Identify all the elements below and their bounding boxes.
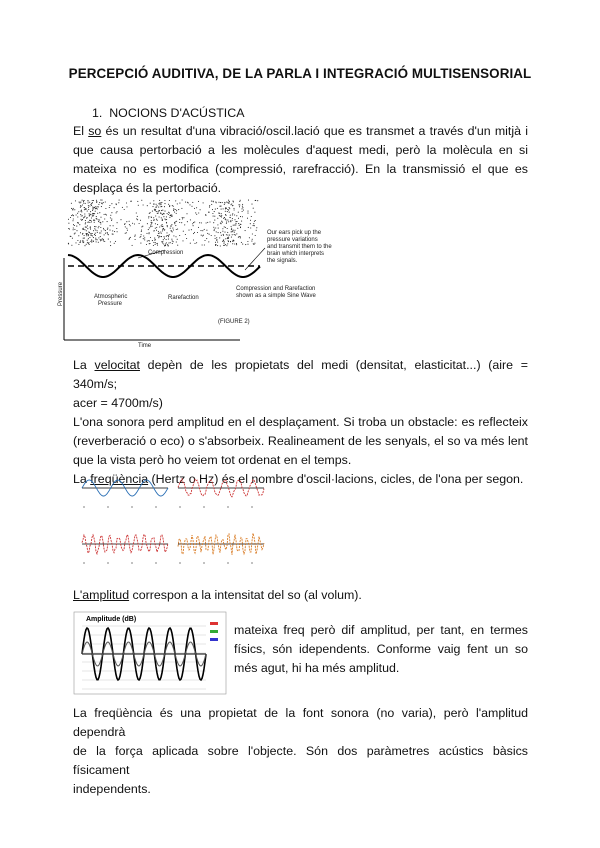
paragraph-velocity: La velocitat depèn de les propietats del medi (densitat, elasticitat...) (aire = 340m/s; acer = 4700m/s) L'ona sonora perd amplitud en el desplaçament. Si troba un obstacle: es reflecteix (reverberació o eco) o s'absorbeix. Realineament de les senyals, el so va més lent que la vista però ho veiem tot ordenat en el temps. La freqüència (Hertz o Hz) és el nombre d'oscil·lacions, cicles, de l'ona per segon. [73, 358, 528, 486]
note-line1: Our ears pick up the [267, 230, 322, 236]
figure-label: (FIGURE 2) [218, 319, 250, 325]
air-molecules-dots [68, 199, 258, 246]
sine-label-2: shown as a simple Sine Wave [236, 293, 316, 299]
section-number: 1. [92, 106, 103, 120]
note-line3: and transmit them to the [267, 244, 332, 250]
frequency-waves-figure [80, 468, 270, 580]
label-compression: Compression [148, 250, 184, 256]
label-atmospheric: Atmospheric [94, 294, 128, 300]
term-frequencia: freqüència [90, 472, 149, 486]
time-label: Time [138, 343, 152, 349]
amplitude-title: Amplitude (dB) [86, 616, 137, 623]
term-velocitat: velocitat [94, 358, 140, 372]
note-line5: the signals. [267, 258, 298, 264]
wave-panels [82, 479, 264, 564]
sine-label-1: Compression and Rarefaction [236, 286, 316, 292]
label-rarefaction: Rarefaction [168, 295, 199, 301]
note-line4: brain which interprets [267, 251, 325, 257]
section-title: NOCIONS D'ACÚSTICA [109, 106, 245, 120]
pressure-axis-label: Pressure [58, 281, 64, 306]
term-so: so [88, 124, 102, 138]
note-line2: pressure variations [267, 237, 318, 243]
amplitude-figure [74, 612, 226, 694]
paragraph-sound: El so és un resultat d'una vibració/oscil.lació que es transmet a través d'un mitjà i que causa pertorbació a les molècules d'aquest medi, però la molècula en si mateixa no es modifica (compressió, rarefracció). En la transmissió el que es desplaça és la pertorbació. [73, 124, 528, 195]
term-amplitud: L'amplitud [73, 588, 130, 602]
section-heading [92, 104, 244, 123]
paragraph-conclusion: La freqüència és una propietat de la font sonora (no varia), però l'amplitud dependrà de la força aplicada sobre l'objecte. Són dos paràmetres acústics bàsics físicament independents. [73, 706, 528, 796]
paragraph-amplitude-side: mateixa freq però dif amplitud, per tant, en termes físics, són idependents. Conforme vaig fent un so més agut, hi ha més amplitud. [234, 623, 528, 675]
label-pressure: Pressure [98, 301, 123, 307]
compression-rarefaction-figure [60, 198, 350, 348]
paragraph-amplitude: L'amplitud correspon a la intensitat del so (al volum). [73, 588, 362, 602]
page-title: PERCEPCIÓ AUDITIVA, DE LA PARLA I INTEGRACIÓ MULTISENSORIAL [68, 66, 532, 81]
